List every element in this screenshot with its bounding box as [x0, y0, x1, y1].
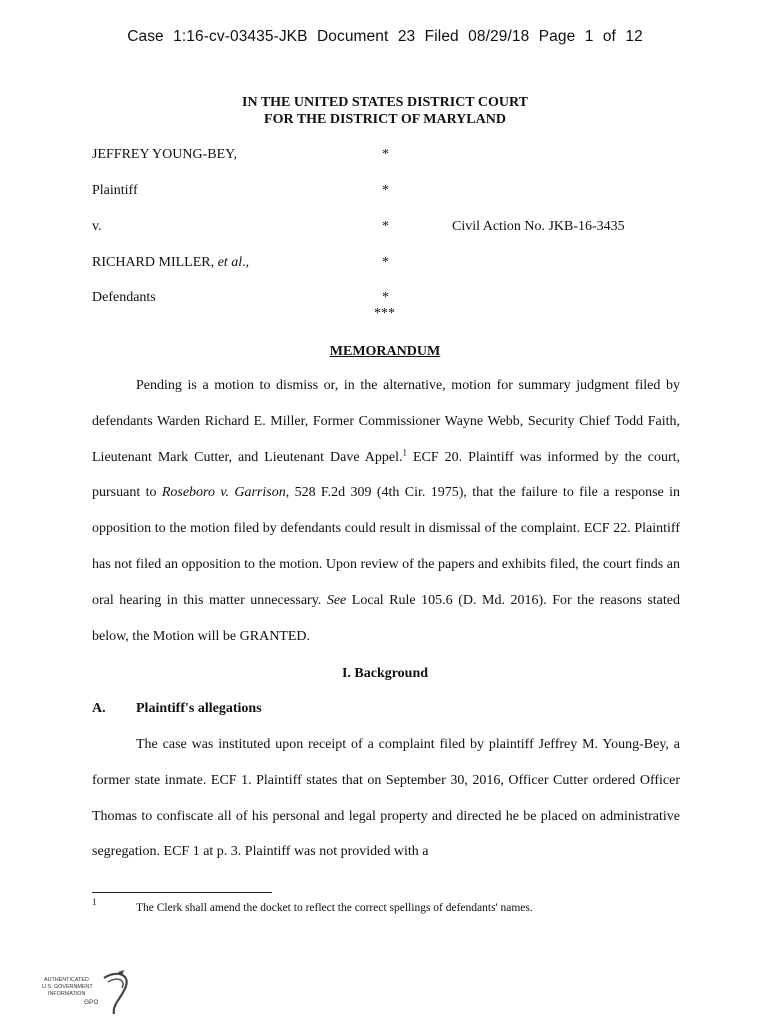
- defendant-name-text: RICHARD MILLER,: [92, 255, 218, 270]
- caption-star: *: [382, 290, 389, 305]
- caption-star: *: [382, 147, 389, 162]
- defendant-suffix: .,: [242, 255, 250, 270]
- para1-part2: ECF 20. Plaintiff was informed by the court, pursuant to: [92, 449, 680, 501]
- court-caption: [0, 94, 770, 128]
- defendants-label: Defendants: [92, 290, 156, 305]
- caption-star: *: [382, 183, 389, 198]
- plaintiff-label: Plaintiff: [92, 183, 138, 198]
- defendant-name: [92, 255, 249, 271]
- subsection-title: Plaintiff's allegations: [136, 701, 262, 716]
- civil-action-number: Civil Action No. JKB-16-3435: [452, 219, 625, 234]
- footnote-text: The Clerk shall amend the docket to reflect the correct spellings of defendants' names.: [136, 902, 533, 914]
- para1-part4: Local Rule 105.6 (D. Md. 2016). For the reasons stated below, the Motion will be GRANTED.: [92, 592, 680, 644]
- paragraph-2-text: The case was instituted upon receipt of a complaint filed by plaintiff Jeffrey M. Young-Bey, a former state inmate. ECF 1. Plaintiff states that on September 30, 2016, Officer Cutter ordered Officer Thomas to confiscate all of his personal and legal property and directed he be placed on administrative segregation. ECF 1 at p. 3. Plaintiff was not provided with a: [92, 737, 680, 860]
- caption-star: *: [382, 219, 389, 234]
- case-citation: Roseboro v. Garrison: [161, 485, 286, 501]
- seal-line-3: INFORMATION: [48, 991, 86, 997]
- gpo-authentication-seal-icon: [42, 968, 142, 1016]
- seal-line-1: AUTHENTICATED: [44, 977, 89, 983]
- subsection-number: A.: [92, 701, 106, 716]
- memorandum-title: MEMORANDUM: [329, 344, 441, 359]
- see-signal: See: [326, 592, 347, 608]
- court-name-line: IN THE UNITED STATES DISTRICT COURT: [242, 95, 528, 110]
- court-district-line: FOR THE DISTRICT OF MARYLAND: [264, 112, 506, 127]
- paragraph-1: [92, 368, 680, 654]
- footnote-divider: [92, 892, 272, 893]
- caption-star: *: [382, 255, 389, 270]
- footnote-ref[interactable]: 1: [402, 446, 407, 457]
- versus: v.: [92, 219, 102, 234]
- plaintiff-name: JEFFREY YOUNG-BEY,: [92, 147, 237, 162]
- para1-part3: , 528 F.2d 309 (4th Cir. 1975), that the failure to file a response in opposition to the motion filed by defendants could result in dismissal of the complaint. ECF 22. Plaintiff has not filed an opposition to the motion. Upon review of the papers and exhibits filed, the court finds an oral hearing in this matter unnecessary.: [92, 485, 680, 608]
- seal-line-4: GPO: [84, 999, 99, 1006]
- paragraph-2: [92, 727, 680, 870]
- defendant-etal: et al: [217, 255, 243, 270]
- footnote-number: 1: [92, 897, 97, 907]
- para1-part1: Pending is a motion to dismiss or, in the alternative, motion for summary judgment filed by defendants Warden Richard E. Miller, Former Commissioner Wayne Webb, Security Chief Todd Faith, Lieutenant Mark Cutter, and Lieutenant Dave Appel.: [92, 378, 680, 465]
- section-heading-background: I. Background: [341, 666, 429, 681]
- case-header: Case 1:16-cv-03435-JKB Document 23 Filed 08/29/18 Page 1 of 12: [127, 28, 643, 45]
- caption-separator: ***: [374, 306, 395, 321]
- seal-line-2: U.S. GOVERNMENT: [42, 984, 93, 990]
